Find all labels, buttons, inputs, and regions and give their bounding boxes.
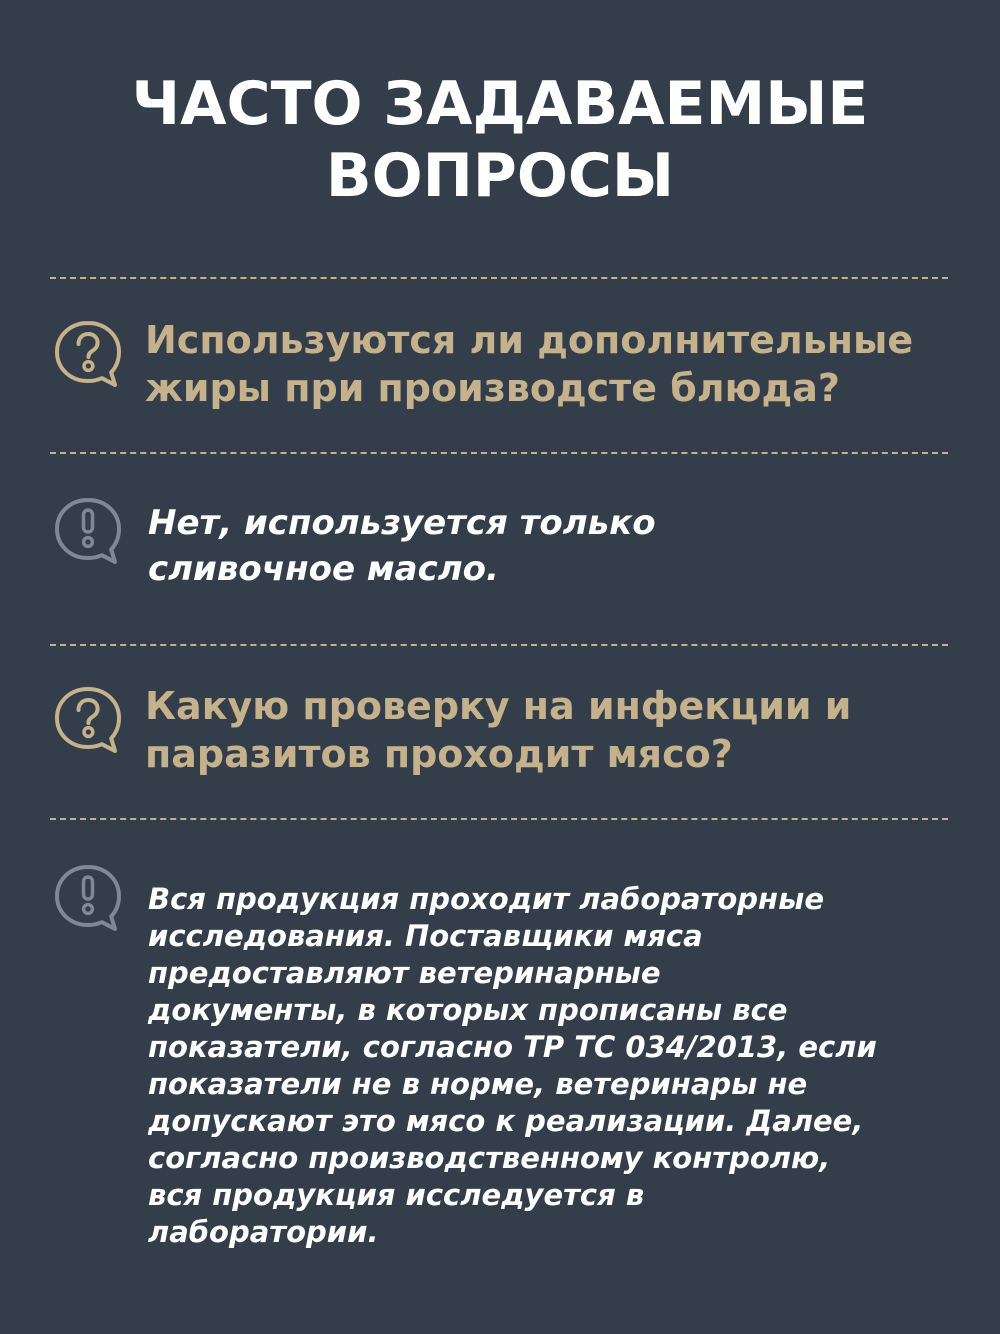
answer-line: показатели не в норме, ветеринары не — [148, 1067, 808, 1101]
exclamation-bubble-icon — [52, 495, 124, 567]
divider — [50, 277, 948, 279]
faq-question-1 — [145, 316, 965, 412]
page-title-line-2: ВОПРОСЫ — [325, 141, 675, 211]
divider — [50, 452, 948, 454]
answer-line: исследования. Поставщики мяса — [148, 919, 703, 953]
faq-answer-2 — [148, 881, 968, 1251]
question-line: Какую проверку на инфекции и — [145, 684, 852, 728]
answer-line: предоставляют ветеринарные — [148, 956, 661, 990]
divider — [50, 818, 948, 820]
answer-line: допускают это мясо к реализации. Далее, — [148, 1104, 864, 1138]
question-line: паразитов проходит мясо? — [145, 732, 733, 776]
page-title-line-1: ЧАСТО ЗАДАВАЕМЫЕ — [131, 69, 869, 139]
page-title — [0, 68, 1000, 212]
answer-line: сливочное масло. — [148, 549, 499, 589]
faq-question-2 — [145, 682, 965, 778]
exclamation-bubble-icon — [52, 862, 124, 934]
answer-line: согласно производственному контролю, — [148, 1141, 831, 1175]
answer-line: вся продукция исследуется в — [148, 1178, 645, 1212]
question-line: жиры при производсте блюда? — [145, 366, 840, 410]
divider — [50, 644, 948, 646]
answer-line: Вся продукция проходит лабораторные — [148, 882, 824, 916]
answer-line: показатели, согласно ТР ТС 034/2013, если — [148, 1030, 877, 1064]
answer-line: лаборатории. — [148, 1215, 379, 1249]
question-bubble-icon — [52, 318, 124, 390]
question-bubble-icon — [52, 684, 124, 756]
faq-answer-1 — [148, 500, 968, 592]
answer-line: Нет, используется только — [148, 503, 656, 543]
answer-line: документы, в которых прописаны все — [148, 993, 788, 1027]
question-line: Используются ли дополнительные — [145, 318, 914, 362]
